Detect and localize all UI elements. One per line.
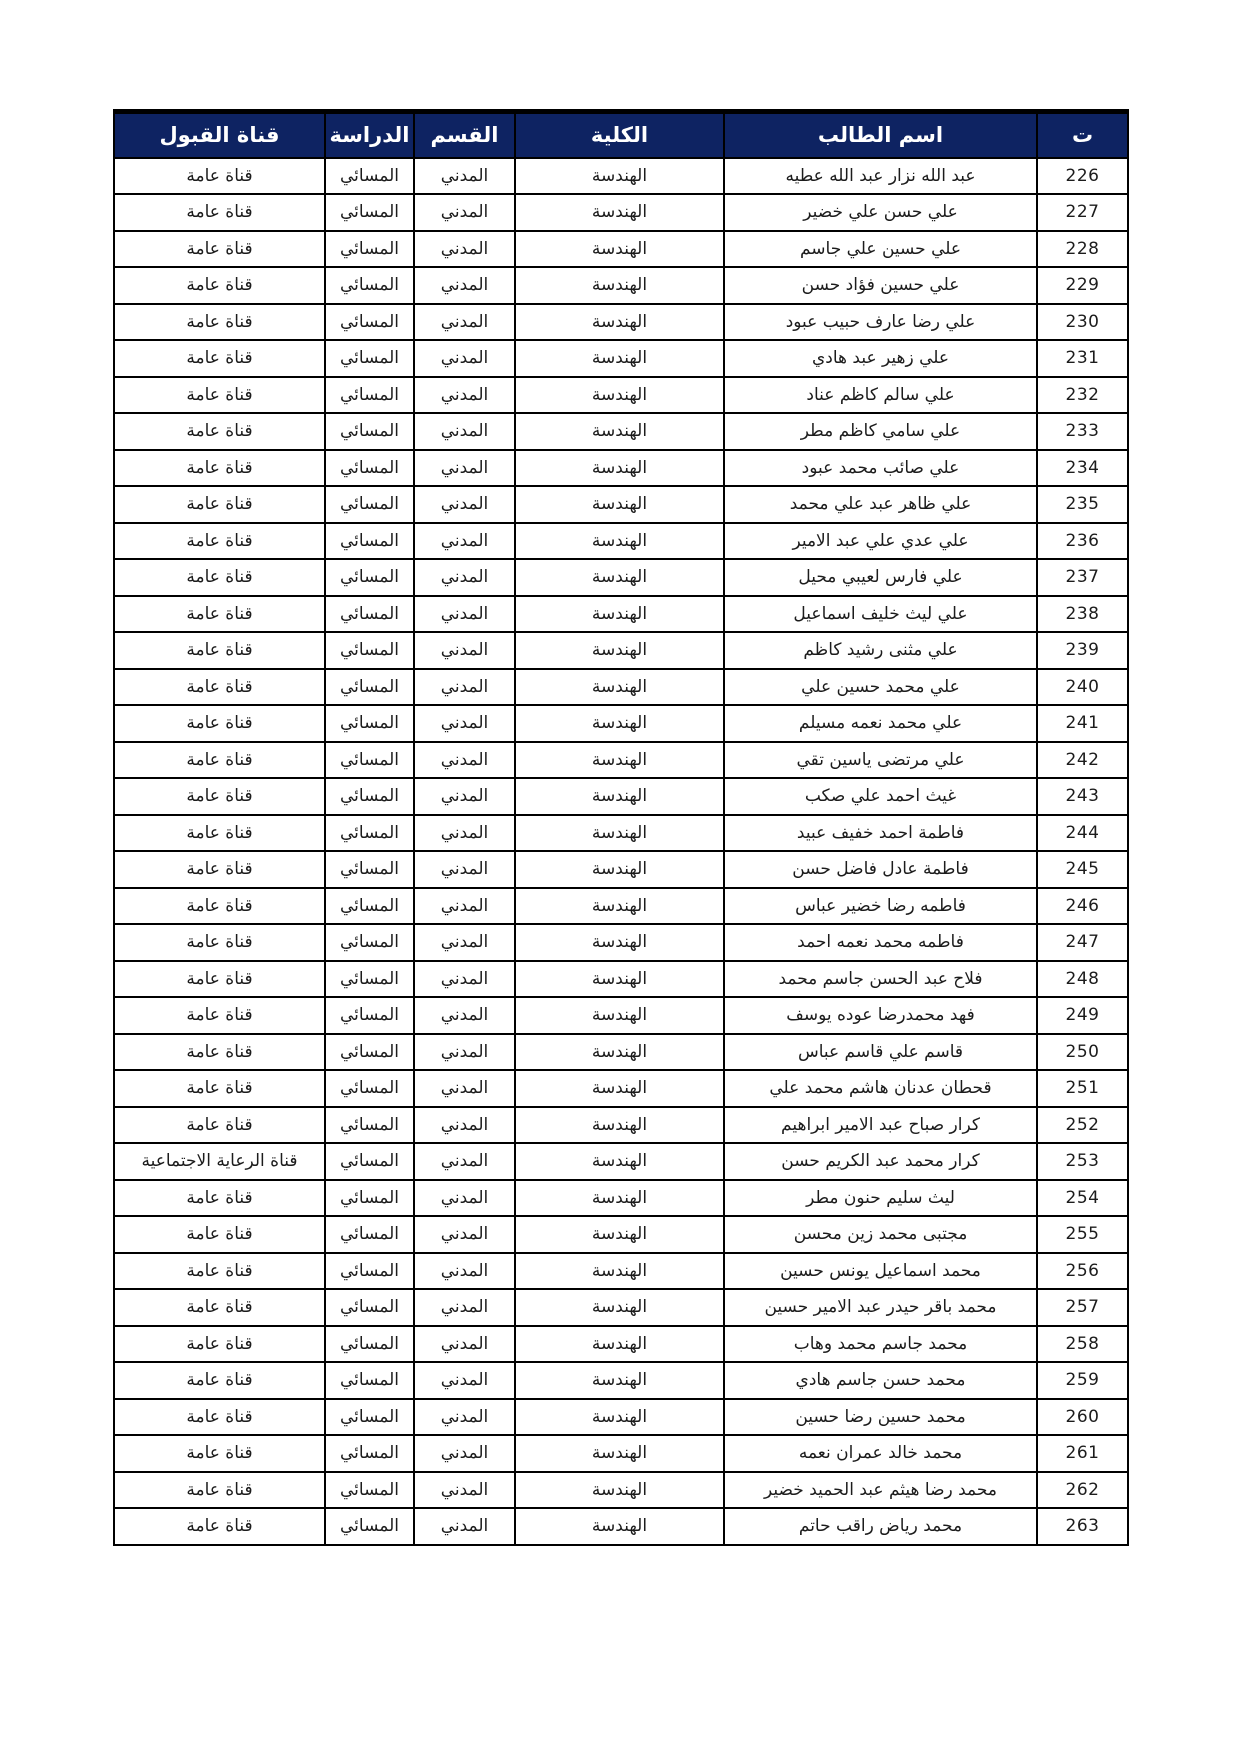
cell-no: 257 bbox=[1037, 1289, 1128, 1326]
cell-admission-channel: قناة عامة bbox=[114, 888, 325, 925]
cell-admission-channel: قناة عامة bbox=[114, 1362, 325, 1399]
cell-department: المدني bbox=[414, 1070, 515, 1107]
cell-study: المسائي bbox=[325, 1253, 414, 1290]
table-row bbox=[114, 815, 1128, 852]
cell-admission-channel: قناة عامة bbox=[114, 851, 325, 888]
cell-department: المدني bbox=[414, 158, 515, 195]
table-row bbox=[114, 413, 1128, 450]
cell-admission-channel: قناة عامة bbox=[114, 377, 325, 414]
cell-department: المدني bbox=[414, 194, 515, 231]
table-row bbox=[114, 742, 1128, 779]
cell-admission-channel: قناة عامة bbox=[114, 705, 325, 742]
cell-college: الهندسة bbox=[515, 559, 724, 596]
cell-college: الهندسة bbox=[515, 304, 724, 341]
table-row bbox=[114, 705, 1128, 742]
cell-student-name: محمد حسين رضا حسين bbox=[724, 1399, 1037, 1436]
cell-admission-channel: قناة عامة bbox=[114, 742, 325, 779]
table-row bbox=[114, 1180, 1128, 1217]
cell-no: 236 bbox=[1037, 523, 1128, 560]
cell-department: المدني bbox=[414, 924, 515, 961]
cell-student-name: كرار محمد عبد الكريم حسن bbox=[724, 1143, 1037, 1180]
cell-college: الهندسة bbox=[515, 1289, 724, 1326]
cell-student-name: علي عدي علي عبد الامير bbox=[724, 523, 1037, 560]
cell-college: الهندسة bbox=[515, 924, 724, 961]
cell-admission-channel: قناة عامة bbox=[114, 924, 325, 961]
table-row bbox=[114, 596, 1128, 633]
cell-no: 255 bbox=[1037, 1216, 1128, 1253]
cell-study: المسائي bbox=[325, 1034, 414, 1071]
cell-student-name: علي صائب محمد عبود bbox=[724, 450, 1037, 487]
cell-college: الهندسة bbox=[515, 778, 724, 815]
cell-study: المسائي bbox=[325, 1362, 414, 1399]
cell-admission-channel: قناة عامة bbox=[114, 450, 325, 487]
cell-department: المدني bbox=[414, 778, 515, 815]
table-row bbox=[114, 304, 1128, 341]
table-row bbox=[114, 778, 1128, 815]
cell-no: 226 bbox=[1037, 158, 1128, 195]
cell-no: 237 bbox=[1037, 559, 1128, 596]
cell-admission-channel: قناة عامة bbox=[114, 1107, 325, 1144]
cell-department: المدني bbox=[414, 815, 515, 852]
table-row bbox=[114, 669, 1128, 706]
table-row bbox=[114, 267, 1128, 304]
cell-student-name: علي مرتضى ياسين تقي bbox=[724, 742, 1037, 779]
cell-college: الهندسة bbox=[515, 1253, 724, 1290]
cell-no: 234 bbox=[1037, 450, 1128, 487]
cell-admission-channel: قناة عامة bbox=[114, 267, 325, 304]
cell-department: المدني bbox=[414, 961, 515, 998]
cell-college: الهندسة bbox=[515, 267, 724, 304]
cell-study: المسائي bbox=[325, 413, 414, 450]
cell-study: المسائي bbox=[325, 1107, 414, 1144]
cell-department: المدني bbox=[414, 742, 515, 779]
table-row bbox=[114, 1326, 1128, 1363]
cell-admission-channel: قناة عامة bbox=[114, 815, 325, 852]
cell-department: المدني bbox=[414, 1399, 515, 1436]
cell-study: المسائي bbox=[325, 1180, 414, 1217]
cell-no: 230 bbox=[1037, 304, 1128, 341]
cell-no: 250 bbox=[1037, 1034, 1128, 1071]
table-row bbox=[114, 158, 1128, 195]
cell-department: المدني bbox=[414, 669, 515, 706]
cell-study: المسائي bbox=[325, 1472, 414, 1509]
cell-college: الهندسة bbox=[515, 413, 724, 450]
cell-department: المدني bbox=[414, 523, 515, 560]
cell-student-name: محمد باقر حيدر عبد الامير حسين bbox=[724, 1289, 1037, 1326]
table-row bbox=[114, 1034, 1128, 1071]
cell-department: المدني bbox=[414, 1435, 515, 1472]
cell-study: المسائي bbox=[325, 231, 414, 268]
cell-admission-channel: قناة عامة bbox=[114, 596, 325, 633]
col-header-college: الكلية bbox=[515, 112, 724, 158]
col-header-admission-channel: قناة القبول bbox=[114, 112, 325, 158]
cell-no: 260 bbox=[1037, 1399, 1128, 1436]
cell-department: المدني bbox=[414, 486, 515, 523]
table-row bbox=[114, 340, 1128, 377]
cell-department: المدني bbox=[414, 997, 515, 1034]
cell-student-name: علي سالم كاظم عناد bbox=[724, 377, 1037, 414]
table-row bbox=[114, 1107, 1128, 1144]
table-row bbox=[114, 1216, 1128, 1253]
cell-college: الهندسة bbox=[515, 194, 724, 231]
cell-student-name: علي فارس لعيبي محيل bbox=[724, 559, 1037, 596]
cell-admission-channel: قناة عامة bbox=[114, 559, 325, 596]
cell-no: 245 bbox=[1037, 851, 1128, 888]
cell-no: 247 bbox=[1037, 924, 1128, 961]
cell-department: المدني bbox=[414, 1107, 515, 1144]
cell-student-name: غيث احمد علي صكب bbox=[724, 778, 1037, 815]
cell-department: المدني bbox=[414, 1034, 515, 1071]
cell-college: الهندسة bbox=[515, 1508, 724, 1545]
cell-admission-channel: قناة عامة bbox=[114, 1508, 325, 1545]
cell-college: الهندسة bbox=[515, 705, 724, 742]
table-row bbox=[114, 377, 1128, 414]
cell-student-name: علي مثنى رشيد كاظم bbox=[724, 632, 1037, 669]
table-row bbox=[114, 486, 1128, 523]
cell-department: المدني bbox=[414, 1508, 515, 1545]
cell-study: المسائي bbox=[325, 340, 414, 377]
cell-admission-channel: قناة عامة bbox=[114, 340, 325, 377]
cell-college: الهندسة bbox=[515, 523, 724, 560]
cell-department: المدني bbox=[414, 304, 515, 341]
table-row bbox=[114, 1143, 1128, 1180]
cell-college: الهندسة bbox=[515, 486, 724, 523]
cell-no: 244 bbox=[1037, 815, 1128, 852]
cell-student-name: محمد اسماعيل يونس حسين bbox=[724, 1253, 1037, 1290]
student-admission-table bbox=[113, 109, 1129, 1546]
cell-no: 251 bbox=[1037, 1070, 1128, 1107]
table-row bbox=[114, 231, 1128, 268]
cell-no: 239 bbox=[1037, 632, 1128, 669]
col-header-no: ت bbox=[1037, 112, 1128, 158]
cell-study: المسائي bbox=[325, 377, 414, 414]
cell-student-name: قاسم علي قاسم عباس bbox=[724, 1034, 1037, 1071]
cell-study: المسائي bbox=[325, 1216, 414, 1253]
table-row bbox=[114, 632, 1128, 669]
cell-no: 229 bbox=[1037, 267, 1128, 304]
cell-student-name: علي سامي كاظم مطر bbox=[724, 413, 1037, 450]
table-row bbox=[114, 1253, 1128, 1290]
table-body bbox=[114, 158, 1128, 1545]
cell-study: المسائي bbox=[325, 632, 414, 669]
table-row bbox=[114, 1508, 1128, 1545]
header-row bbox=[114, 112, 1128, 158]
cell-department: المدني bbox=[414, 1472, 515, 1509]
cell-study: المسائي bbox=[325, 450, 414, 487]
cell-department: المدني bbox=[414, 559, 515, 596]
cell-department: المدني bbox=[414, 1326, 515, 1363]
cell-no: 238 bbox=[1037, 596, 1128, 633]
cell-no: 232 bbox=[1037, 377, 1128, 414]
cell-college: الهندسة bbox=[515, 1399, 724, 1436]
table-row bbox=[114, 961, 1128, 998]
cell-study: المسائي bbox=[325, 194, 414, 231]
cell-no: 254 bbox=[1037, 1180, 1128, 1217]
cell-admission-channel: قناة عامة bbox=[114, 1216, 325, 1253]
cell-department: المدني bbox=[414, 851, 515, 888]
cell-no: 263 bbox=[1037, 1508, 1128, 1545]
cell-admission-channel: قناة عامة bbox=[114, 413, 325, 450]
table-row bbox=[114, 1399, 1128, 1436]
col-header-department: القسم bbox=[414, 112, 515, 158]
cell-admission-channel: قناة عامة bbox=[114, 669, 325, 706]
cell-college: الهندسة bbox=[515, 1435, 724, 1472]
cell-no: 249 bbox=[1037, 997, 1128, 1034]
cell-no: 227 bbox=[1037, 194, 1128, 231]
cell-study: المسائي bbox=[325, 1289, 414, 1326]
cell-no: 258 bbox=[1037, 1326, 1128, 1363]
cell-college: الهندسة bbox=[515, 377, 724, 414]
cell-study: المسائي bbox=[325, 1508, 414, 1545]
cell-department: المدني bbox=[414, 340, 515, 377]
cell-admission-channel: قناة عامة bbox=[114, 632, 325, 669]
cell-study: المسائي bbox=[325, 888, 414, 925]
cell-study: المسائي bbox=[325, 1070, 414, 1107]
cell-student-name: فاطمة احمد خفيف عبيد bbox=[724, 815, 1037, 852]
table-row bbox=[114, 1070, 1128, 1107]
table-header bbox=[114, 112, 1128, 158]
cell-department: المدني bbox=[414, 231, 515, 268]
cell-no: 256 bbox=[1037, 1253, 1128, 1290]
cell-college: الهندسة bbox=[515, 1070, 724, 1107]
cell-no: 243 bbox=[1037, 778, 1128, 815]
cell-department: المدني bbox=[414, 1253, 515, 1290]
col-header-student-name: اسم الطالب bbox=[724, 112, 1037, 158]
cell-no: 240 bbox=[1037, 669, 1128, 706]
cell-department: المدني bbox=[414, 413, 515, 450]
cell-college: الهندسة bbox=[515, 231, 724, 268]
cell-no: 253 bbox=[1037, 1143, 1128, 1180]
cell-college: الهندسة bbox=[515, 961, 724, 998]
cell-student-name: محمد رياض راقب حاتم bbox=[724, 1508, 1037, 1545]
cell-no: 231 bbox=[1037, 340, 1128, 377]
cell-student-name: عبد الله نزار عبد الله عطيه bbox=[724, 158, 1037, 195]
cell-study: المسائي bbox=[325, 851, 414, 888]
cell-student-name: فاطمة عادل فاضل حسن bbox=[724, 851, 1037, 888]
cell-department: المدني bbox=[414, 377, 515, 414]
cell-student-name: فاطمه محمد نعمه احمد bbox=[724, 924, 1037, 961]
table-row bbox=[114, 997, 1128, 1034]
cell-no: 235 bbox=[1037, 486, 1128, 523]
cell-student-name: ليث سليم حنون مطر bbox=[724, 1180, 1037, 1217]
table-row bbox=[114, 1472, 1128, 1509]
cell-student-name: محمد رضا هيثم عبد الحميد خضير bbox=[724, 1472, 1037, 1509]
cell-student-name: محمد جاسم محمد وهاب bbox=[724, 1326, 1037, 1363]
cell-study: المسائي bbox=[325, 1143, 414, 1180]
cell-no: 228 bbox=[1037, 231, 1128, 268]
cell-admission-channel: قناة عامة bbox=[114, 1399, 325, 1436]
cell-student-name: فلاح عبد الحسن جاسم محمد bbox=[724, 961, 1037, 998]
cell-student-name: علي حسين فؤاد حسن bbox=[724, 267, 1037, 304]
cell-college: الهندسة bbox=[515, 669, 724, 706]
cell-no: 241 bbox=[1037, 705, 1128, 742]
cell-study: المسائي bbox=[325, 158, 414, 195]
cell-college: الهندسة bbox=[515, 1362, 724, 1399]
cell-department: المدني bbox=[414, 1180, 515, 1217]
cell-admission-channel: قناة عامة bbox=[114, 778, 325, 815]
cell-admission-channel: قناة الرعاية الاجتماعية bbox=[114, 1143, 325, 1180]
cell-department: المدني bbox=[414, 1289, 515, 1326]
cell-no: 248 bbox=[1037, 961, 1128, 998]
cell-admission-channel: قناة عامة bbox=[114, 1435, 325, 1472]
cell-admission-channel: قناة عامة bbox=[114, 231, 325, 268]
cell-admission-channel: قناة عامة bbox=[114, 1253, 325, 1290]
cell-no: 233 bbox=[1037, 413, 1128, 450]
cell-department: المدني bbox=[414, 632, 515, 669]
cell-study: المسائي bbox=[325, 778, 414, 815]
cell-student-name: مجتبى محمد زين محسن bbox=[724, 1216, 1037, 1253]
cell-department: المدني bbox=[414, 596, 515, 633]
cell-student-name: فهد محمدرضا عوده يوسف bbox=[724, 997, 1037, 1034]
cell-admission-channel: قناة عامة bbox=[114, 304, 325, 341]
cell-student-name: علي ظاهر عبد علي محمد bbox=[724, 486, 1037, 523]
cell-college: الهندسة bbox=[515, 1107, 724, 1144]
cell-college: الهندسة bbox=[515, 1034, 724, 1071]
cell-no: 252 bbox=[1037, 1107, 1128, 1144]
cell-admission-channel: قناة عامة bbox=[114, 997, 325, 1034]
cell-study: المسائي bbox=[325, 559, 414, 596]
cell-department: المدني bbox=[414, 888, 515, 925]
cell-no: 261 bbox=[1037, 1435, 1128, 1472]
cell-admission-channel: قناة عامة bbox=[114, 1180, 325, 1217]
cell-admission-channel: قناة عامة bbox=[114, 1034, 325, 1071]
cell-no: 242 bbox=[1037, 742, 1128, 779]
cell-student-name: علي ليث خليف اسماعيل bbox=[724, 596, 1037, 633]
cell-college: الهندسة bbox=[515, 888, 724, 925]
cell-admission-channel: قناة عامة bbox=[114, 1070, 325, 1107]
cell-student-name: قحطان عدنان هاشم محمد علي bbox=[724, 1070, 1037, 1107]
cell-department: المدني bbox=[414, 1143, 515, 1180]
cell-study: المسائي bbox=[325, 705, 414, 742]
cell-student-name: علي حسين علي جاسم bbox=[724, 231, 1037, 268]
cell-study: المسائي bbox=[325, 1326, 414, 1363]
cell-student-name: محمد خالد عمران نعمه bbox=[724, 1435, 1037, 1472]
table-row bbox=[114, 523, 1128, 560]
cell-study: المسائي bbox=[325, 596, 414, 633]
cell-student-name: علي زهير عبد هادي bbox=[724, 340, 1037, 377]
table-row bbox=[114, 924, 1128, 961]
cell-college: الهندسة bbox=[515, 1326, 724, 1363]
cell-admission-channel: قناة عامة bbox=[114, 523, 325, 560]
cell-college: الهندسة bbox=[515, 158, 724, 195]
col-header-study: الدراسة bbox=[325, 112, 414, 158]
cell-college: الهندسة bbox=[515, 632, 724, 669]
cell-admission-channel: قناة عامة bbox=[114, 961, 325, 998]
cell-study: المسائي bbox=[325, 924, 414, 961]
cell-department: المدني bbox=[414, 705, 515, 742]
cell-student-name: علي محمد نعمه مسيلم bbox=[724, 705, 1037, 742]
cell-college: الهندسة bbox=[515, 1472, 724, 1509]
cell-college: الهندسة bbox=[515, 1143, 724, 1180]
cell-study: المسائي bbox=[325, 1399, 414, 1436]
cell-study: المسائي bbox=[325, 669, 414, 706]
cell-college: الهندسة bbox=[515, 1180, 724, 1217]
cell-college: الهندسة bbox=[515, 742, 724, 779]
cell-no: 262 bbox=[1037, 1472, 1128, 1509]
cell-admission-channel: قناة عامة bbox=[114, 1472, 325, 1509]
table-row bbox=[114, 1289, 1128, 1326]
cell-student-name: علي محمد حسين علي bbox=[724, 669, 1037, 706]
cell-student-name: محمد حسن جاسم هادي bbox=[724, 1362, 1037, 1399]
cell-college: الهندسة bbox=[515, 851, 724, 888]
cell-admission-channel: قناة عامة bbox=[114, 1326, 325, 1363]
cell-college: الهندسة bbox=[515, 596, 724, 633]
table-row bbox=[114, 1435, 1128, 1472]
cell-college: الهندسة bbox=[515, 997, 724, 1034]
cell-college: الهندسة bbox=[515, 815, 724, 852]
table-row bbox=[114, 194, 1128, 231]
cell-department: المدني bbox=[414, 1362, 515, 1399]
cell-college: الهندسة bbox=[515, 340, 724, 377]
cell-study: المسائي bbox=[325, 523, 414, 560]
cell-admission-channel: قناة عامة bbox=[114, 486, 325, 523]
cell-department: المدني bbox=[414, 1216, 515, 1253]
cell-study: المسائي bbox=[325, 304, 414, 341]
cell-study: المسائي bbox=[325, 267, 414, 304]
cell-student-name: كرار صباح عبد الامير ابراهيم bbox=[724, 1107, 1037, 1144]
cell-no: 259 bbox=[1037, 1362, 1128, 1399]
cell-admission-channel: قناة عامة bbox=[114, 1289, 325, 1326]
table-row bbox=[114, 888, 1128, 925]
cell-study: المسائي bbox=[325, 997, 414, 1034]
cell-college: الهندسة bbox=[515, 450, 724, 487]
table-row bbox=[114, 851, 1128, 888]
cell-student-name: فاطمه رضا خضير عباس bbox=[724, 888, 1037, 925]
cell-department: المدني bbox=[414, 267, 515, 304]
cell-study: المسائي bbox=[325, 815, 414, 852]
cell-study: المسائي bbox=[325, 1435, 414, 1472]
cell-department: المدني bbox=[414, 450, 515, 487]
cell-no: 246 bbox=[1037, 888, 1128, 925]
cell-college: الهندسة bbox=[515, 1216, 724, 1253]
table-row bbox=[114, 1362, 1128, 1399]
cell-study: المسائي bbox=[325, 961, 414, 998]
cell-admission-channel: قناة عامة bbox=[114, 158, 325, 195]
table-row bbox=[114, 450, 1128, 487]
cell-study: المسائي bbox=[325, 742, 414, 779]
cell-student-name: علي رضا عارف حبيب عبود bbox=[724, 304, 1037, 341]
cell-study: المسائي bbox=[325, 486, 414, 523]
table-row bbox=[114, 559, 1128, 596]
cell-student-name: علي حسن علي خضير bbox=[724, 194, 1037, 231]
cell-admission-channel: قناة عامة bbox=[114, 194, 325, 231]
